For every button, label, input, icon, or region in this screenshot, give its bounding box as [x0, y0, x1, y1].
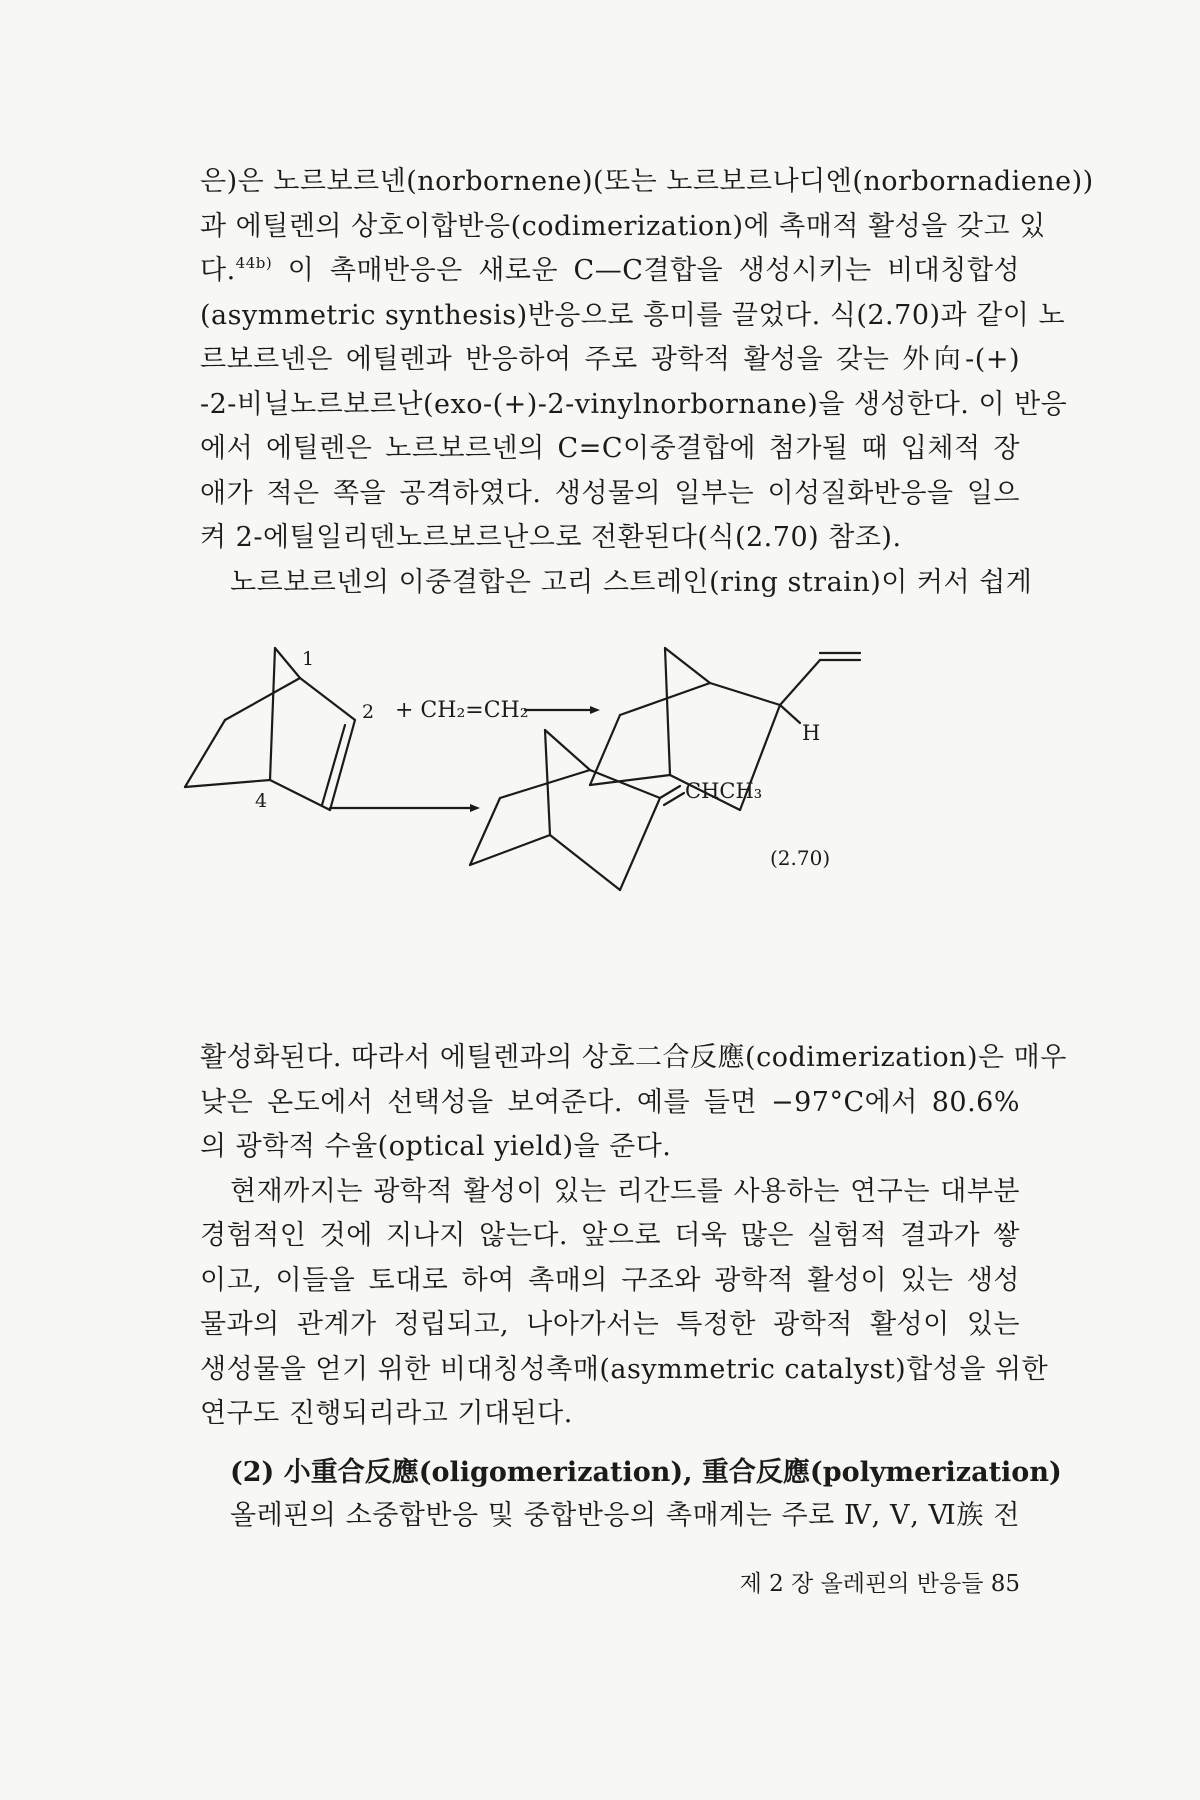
text-line: 물과의 관계가 정립되고, 나아가서는 특정한 광학적 활성이 있는 [200, 1309, 1020, 1340]
text-line: 활성화된다. 따라서 에틸렌과의 상호二合反應(codimerization)은 매우 [200, 1042, 1067, 1073]
text-line: 켜 2-에틸일리덴노르보르난으로 전환된다(식(2.70) 참조). [200, 522, 902, 553]
text-line: 과 에틸렌의 상호이합반응(codimerization)에 촉매적 활성을 갖고 있 [200, 210, 1046, 242]
text-line: 경험적인 것에 지나지 않는다. 앞으로 더욱 많은 실험적 결과가 쌓 [200, 1220, 1020, 1251]
hydrogen-label: H [802, 721, 821, 745]
norbornene-reaction-diagram [180, 620, 1000, 1020]
ethylidene-group-label: CHCH₃ [685, 779, 763, 803]
ethylene-reagent: + CH₂=CH₂ [395, 698, 529, 723]
text-line: 연구도 진행되리라고 기대된다. [200, 1398, 573, 1429]
text-line: 낮은 온도에서 선택성을 보여준다. 예를 들면 −97°C에서 80.6% [200, 1086, 1020, 1118]
norbornene-structure [185, 648, 355, 810]
text-line: 이고, 이들을 토대로 하여 촉매의 구조와 광학적 활성이 있는 생성 [200, 1264, 1020, 1296]
text-line: 올레핀의 소중합반응 및 중합반응의 촉매계는 주로 Ⅳ, Ⅴ, Ⅵ族 전 [230, 1500, 1020, 1531]
text-line: 에서 에틸렌은 노르보르넨의 C=C이중결합에 첨가될 때 입체적 장 [200, 433, 1020, 464]
atom-label-4: 4 [255, 790, 268, 812]
atom-label-1: 1 [302, 648, 315, 670]
paragraph-3 [200, 1494, 1020, 1539]
citation-marker: 44b) [235, 254, 273, 272]
page-footer: 제 2 장 올레핀의 반응들 85 [739, 1571, 1020, 1597]
atom-label-2: 2 [362, 701, 375, 723]
reaction-scheme-2-70 [180, 620, 1000, 1020]
arrow-head-2 [470, 804, 480, 812]
text-line-with-citation: 다.$^{44b)}$ 이 촉매반응은 새로운 C—C결합을 생성시키는 비대칭합성 [200, 254, 1020, 286]
section-heading: (2) 小重合反應(oligomerization), 重合反應(polymerization) [230, 1457, 1062, 1488]
text-line: (asymmetric synthesis)반응으로 흥미를 끌었다. 식(2.70)과 같이 노 [200, 299, 1066, 331]
arrow-head [590, 706, 600, 714]
text-line: 애가 적은 쪽을 공격하였다. 생성물의 일부는 이성질화반응을 일으 [200, 477, 1020, 509]
text-line: 생성물을 얻기 위한 비대칭성촉매(asymmetric catalyst)합성을 위한 [200, 1353, 1049, 1385]
paragraph-1 [200, 160, 1094, 605]
ethylidenenorbornane-structure [470, 730, 684, 890]
text-line: 노르보르넨의 이중결합은 고리 스트레인(ring strain)이 커서 쉽게 [230, 566, 1033, 598]
paragraph-2 [200, 1036, 1067, 1437]
text-line: 은)은 노르보르넨(norbornene)(또는 노르보르나디엔(norbornadiene)) [200, 166, 1094, 197]
text-line: -2-비닐노르보르난(exo-(+)-2-vinylnorbornane)을 생성한다. 이 반응 [200, 388, 1068, 420]
text-line: 르보르넨은 에틸렌과 반응하여 주로 광학적 활성을 갖는 外向-(+) [200, 344, 1020, 375]
text-line: 현재까지는 광학적 활성이 있는 리간드를 사용하는 연구는 대부분 [230, 1175, 1020, 1207]
text-line: 의 광학적 수율(optical yield)을 준다. [200, 1131, 672, 1162]
equation-number: (2.70) [770, 846, 831, 870]
